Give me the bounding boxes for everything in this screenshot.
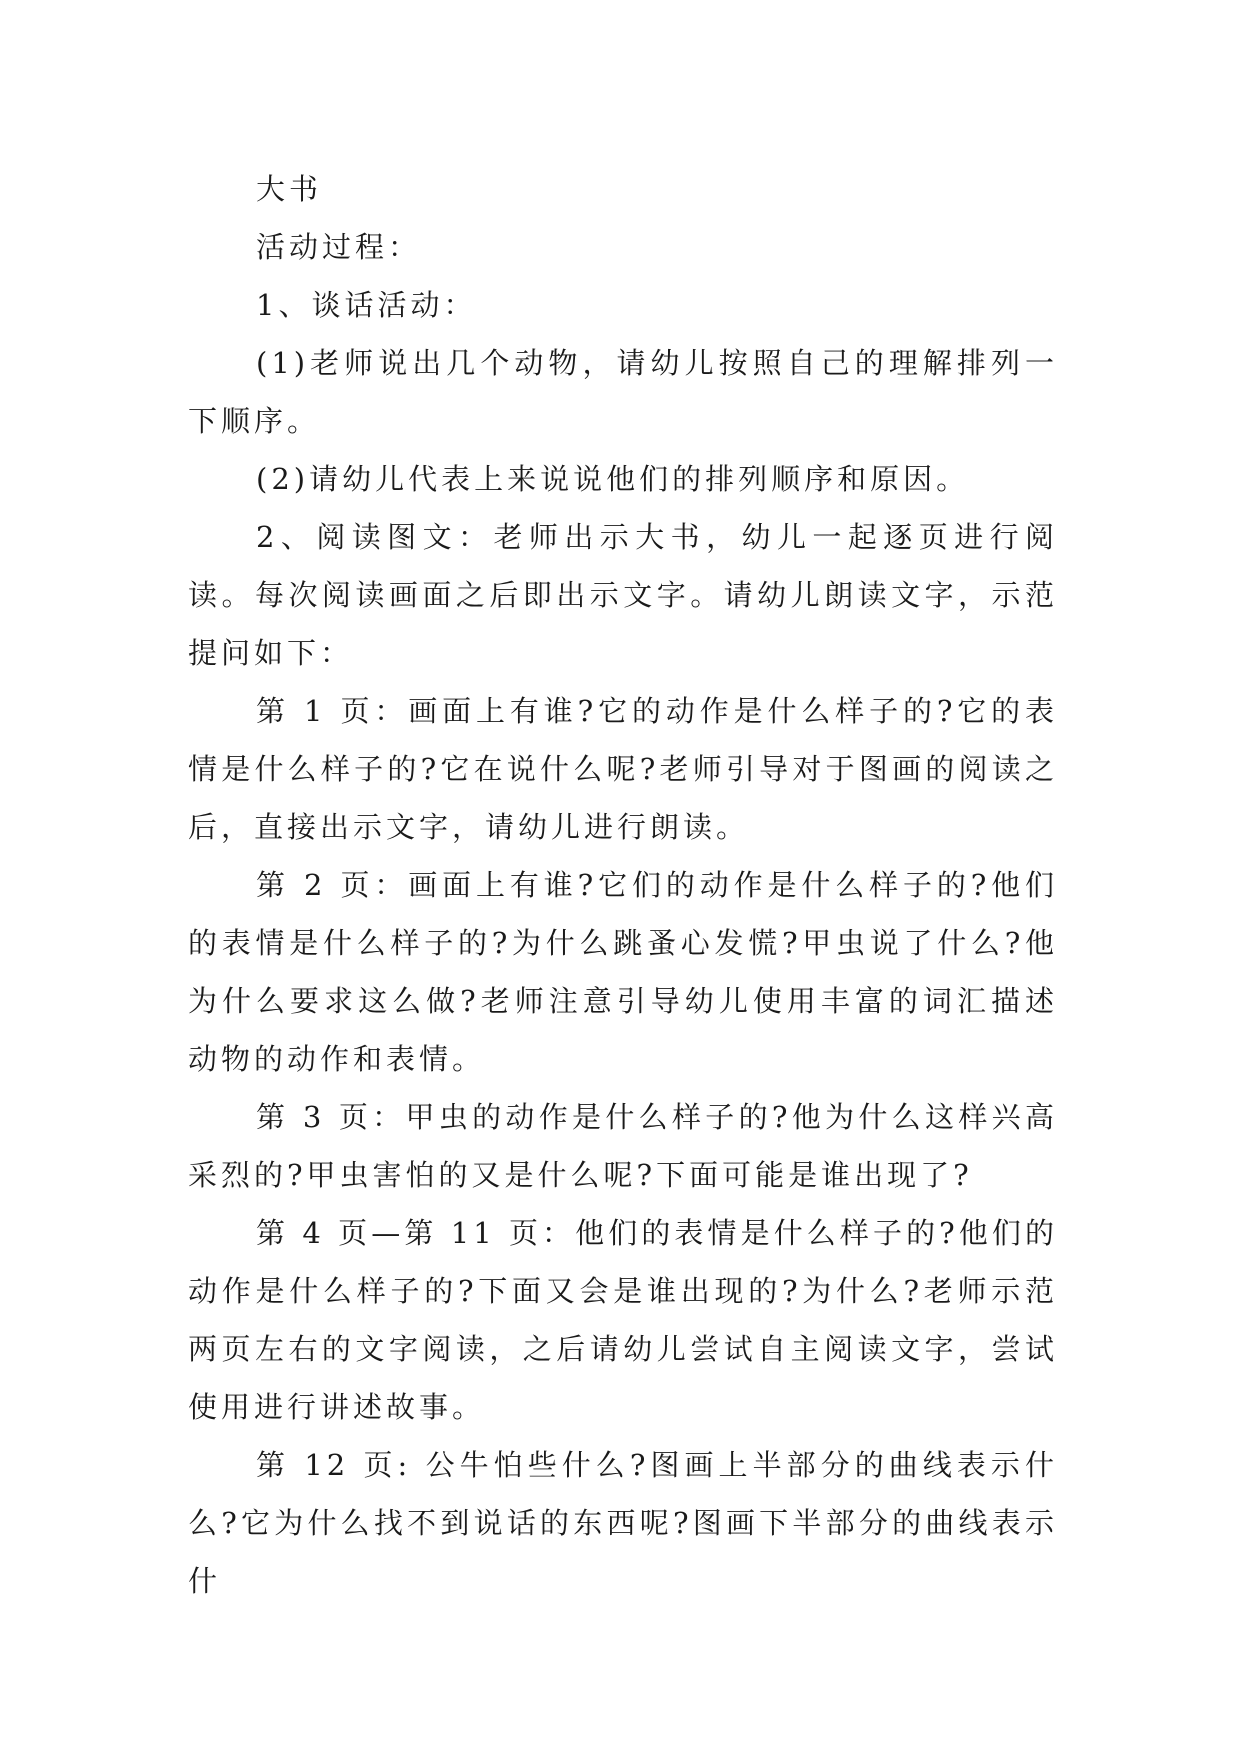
paragraph-step-2: (2)请幼儿代表上来说说他们的排列顺序和原因。: [256, 462, 970, 496]
paragraph-page-3: 第 3 页：甲虫的动作是什么样子的?他为什么这样兴高采烈的?甲虫害怕的又是什么呢?下面可能是谁出现了?: [188, 1100, 1058, 1192]
paragraph-step-1: (1)老师说出几个动物，请幼儿按照自己的理解排列一下顺序。: [188, 346, 1058, 438]
paragraph-page-2: 第 2 页：画面上有谁?它们的动作是什么样子的?他们的表情是什么样子的?为什么跳蚤心发慌?甲虫说了什么?他为什么要求这么做?老师注意引导幼儿使用丰富的词汇描述动物的动作和表情。: [188, 868, 1058, 1076]
paragraph-page-4-11: 第 4 页—第 11 页：他们的表情是什么样子的?他们的动作是什么样子的?下面又会是谁出现的?为什么?老师示范两页左右的文字阅读，之后请幼儿尝试自主阅读文字，尝试使用进行讲述故事。: [188, 1216, 1058, 1424]
document-body: [188, 160, 1058, 1610]
paragraph-reading: 2、阅读图文：老师出示大书，幼儿一起逐页进行阅读。每次阅读画面之后即出示文字。请幼儿朗读文字，示范提问如下：: [188, 520, 1058, 670]
paragraph-page-12: 第 12 页: 公牛怕些什么?图画上半部分的曲线表示什么?它为什么找不到说话的东西呢?图画下半部分的曲线表示什: [188, 1448, 1058, 1598]
paragraph-talk-activity: 1、谈话活动：: [256, 288, 477, 322]
paragraph-page-1: 第 1 页：画面上有谁?它的动作是什么样子的?它的表情是什么样子的?它在说什么呢?老师引导对于图画的阅读之后，直接出示文字，请幼儿进行朗读。: [188, 694, 1058, 844]
paragraph-activity-process: 活动过程：: [256, 230, 422, 264]
paragraph-materials: 大书: [256, 172, 323, 206]
